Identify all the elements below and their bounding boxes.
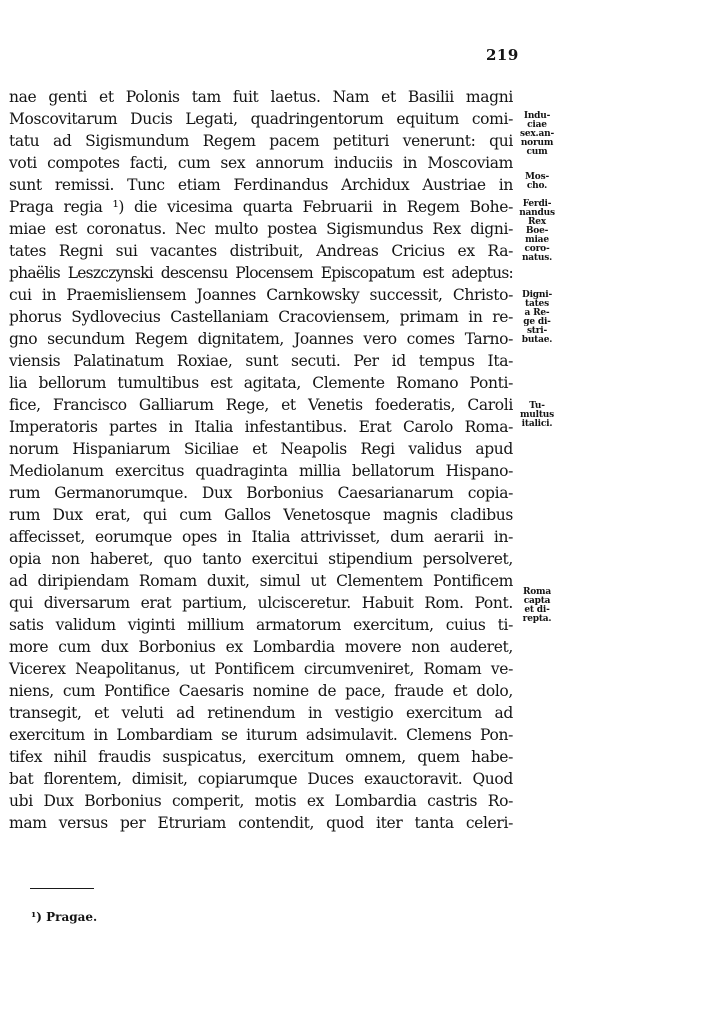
footnote-rule <box>30 888 94 889</box>
marginal-note-line: Roma <box>522 587 552 597</box>
marginal-note-moscho <box>516 173 558 191</box>
footnote-marker: ¹) <box>31 910 42 924</box>
marginal-note-ferdinandus <box>516 200 558 263</box>
marginal-note-line: italici. <box>521 419 553 429</box>
text-line: qui diversarum erat partium, ulcisceretur. Habuit Rom. Pont. <box>9 594 513 612</box>
marginal-note-line: a Re- <box>524 308 550 318</box>
marginal-note-line: butae. <box>521 335 553 345</box>
text-line: fice, Francisco Galliarum Rege, et Venetis foederatis, Caroli <box>9 396 513 414</box>
text-line: Imperatoris partes in Italia infestantibus. Erat Carolo Roma- <box>9 418 513 436</box>
marginal-note-line: norum <box>520 138 554 148</box>
marginal-note-line: Ferdi- <box>522 199 552 209</box>
text-line: nae genti et Polonis tam fuit laetus. Nam et Basilii magni <box>9 88 513 106</box>
text-line: phorus Sydlovecius Castellaniam Cracoviensem, primam in re- <box>9 308 513 326</box>
footnote-text: Pragae. <box>46 910 98 924</box>
text-line: niens, cum Pontifice Caesaris nomine de pace, fraude et dolo, <box>9 682 513 700</box>
text-line: viensis Palatinatum Roxiae, sunt secuti. Per id tempus Ita- <box>9 352 513 370</box>
text-line: miae est coronatus. Nec multo postea Sigismundus Rex digni- <box>9 220 513 238</box>
text-line: Vicerex Neapolitanus, ut Pontificem circumveniret, Romam ve- <box>9 660 513 678</box>
marginal-note-line: Indu- <box>523 111 551 121</box>
text-line: Mediolanum exercitus quadraginta millia bellatorum Hispano- <box>9 462 513 480</box>
marginal-note-line: cum <box>526 147 548 157</box>
marginal-note-line: multus <box>519 410 555 420</box>
marginal-note-line: Digni- <box>521 290 552 300</box>
marginal-note-line: ciae <box>527 120 547 130</box>
marginal-note-roma-capta <box>516 588 558 624</box>
text-line: tatu ad Sigismundum Regem pacem petituri venerunt: qui <box>9 132 513 150</box>
text-line: rum Germanorumque. Dux Borbonius Caesarianarum copia- <box>9 484 513 502</box>
marginal-note-line: coro- <box>524 244 550 254</box>
marginal-note-line: Tu- <box>529 401 545 411</box>
text-line: more cum dux Borbonius ex Lombardia movere non auderet, <box>9 638 513 656</box>
marginal-note-induciae <box>516 112 558 157</box>
marginal-note-line: tates <box>525 299 549 309</box>
marginal-note-line: nandus <box>519 208 555 218</box>
footnote <box>31 910 97 924</box>
text-line: lia bellorum tumultibus est agitata, Clemente Romano Ponti- <box>9 374 513 392</box>
text-line: sunt remissi. Tunc etiam Ferdinandus Archidux Austriae in <box>9 176 513 194</box>
marginal-note-line: Rex <box>528 217 546 227</box>
marginal-note-line: Boe- <box>525 226 549 236</box>
marginal-note-line: miae <box>525 235 549 245</box>
marginal-note-tumultus <box>516 402 558 429</box>
text-line: bat florentem, dimisit, copiarumque Duces exauctoravit. Quod <box>9 770 513 788</box>
text-line: affecisset, eorumque opes in Italia attrivisset, dum aerarii in- <box>9 528 513 546</box>
text-line: mam versus per Etruriam contendit, quod iter tanta celeri- <box>9 814 513 832</box>
text-line: opia non haberet, quo tanto exercitui stipendium persolveret, <box>9 550 513 568</box>
text-line: Praga regia ¹) die vicesima quarta Februarii in Regem Bohe- <box>9 198 513 216</box>
text-line: satis validum viginti millium armatorum exercitum, cuius ti- <box>9 616 513 634</box>
marginal-note-line: et di- <box>524 605 550 615</box>
marginal-note-line: repta. <box>522 614 552 624</box>
text-line: rum Dux erat, qui cum Gallos Venetosque magnis cladibus <box>9 506 513 524</box>
text-line: gno secundum Regem dignitatem, Joannes vero comes Tarno- <box>9 330 513 348</box>
marginal-note-dignitates <box>516 291 558 345</box>
text-line: transegit, et veluti ad retinendum in vestigio exercitum ad <box>9 704 513 722</box>
text-line: Moscovitarum Ducis Legati, quadringentorum equitum comi- <box>9 110 513 128</box>
page-number: 219 <box>486 46 519 64</box>
marginal-note-line: capta <box>523 596 551 606</box>
text-line: voti compotes facti, cum sex annorum induciis in Moscoviam <box>9 154 513 172</box>
marginal-note-line: ge di- <box>523 317 551 327</box>
text-line: phaëlis Leszczynski descensu Plocensem Episcopatum est adeptus: <box>9 264 513 282</box>
text-line: norum Hispaniarum Siciliae et Neapolis Regi validus apud <box>9 440 513 458</box>
marginal-note-line: sex.an- <box>519 129 554 139</box>
text-line: exercitum in Lombardiam se iturum adsimulavit. Clemens Pon- <box>9 726 513 744</box>
marginal-note-line: stri- <box>526 326 548 336</box>
text-line: ubi Dux Borbonius comperit, motis ex Lombardia castris Ro- <box>9 792 513 810</box>
text-line: cui in Praemisliensem Joannes Carnkowsky successit, Christo- <box>9 286 513 304</box>
marginal-note-line: Mos- <box>525 172 549 182</box>
text-line: tates Regni sui vacantes distribuit, Andreas Cricius ex Ra- <box>9 242 513 260</box>
marginal-note-line: natus. <box>521 253 553 263</box>
text-line: ad diripiendam Romam duxit, simul ut Clementem Pontificem <box>9 572 513 590</box>
marginal-note-line: cho. <box>526 181 548 191</box>
text-line: tifex nihil fraudis suspicatus, exercitum omnem, quem habe- <box>9 748 513 766</box>
